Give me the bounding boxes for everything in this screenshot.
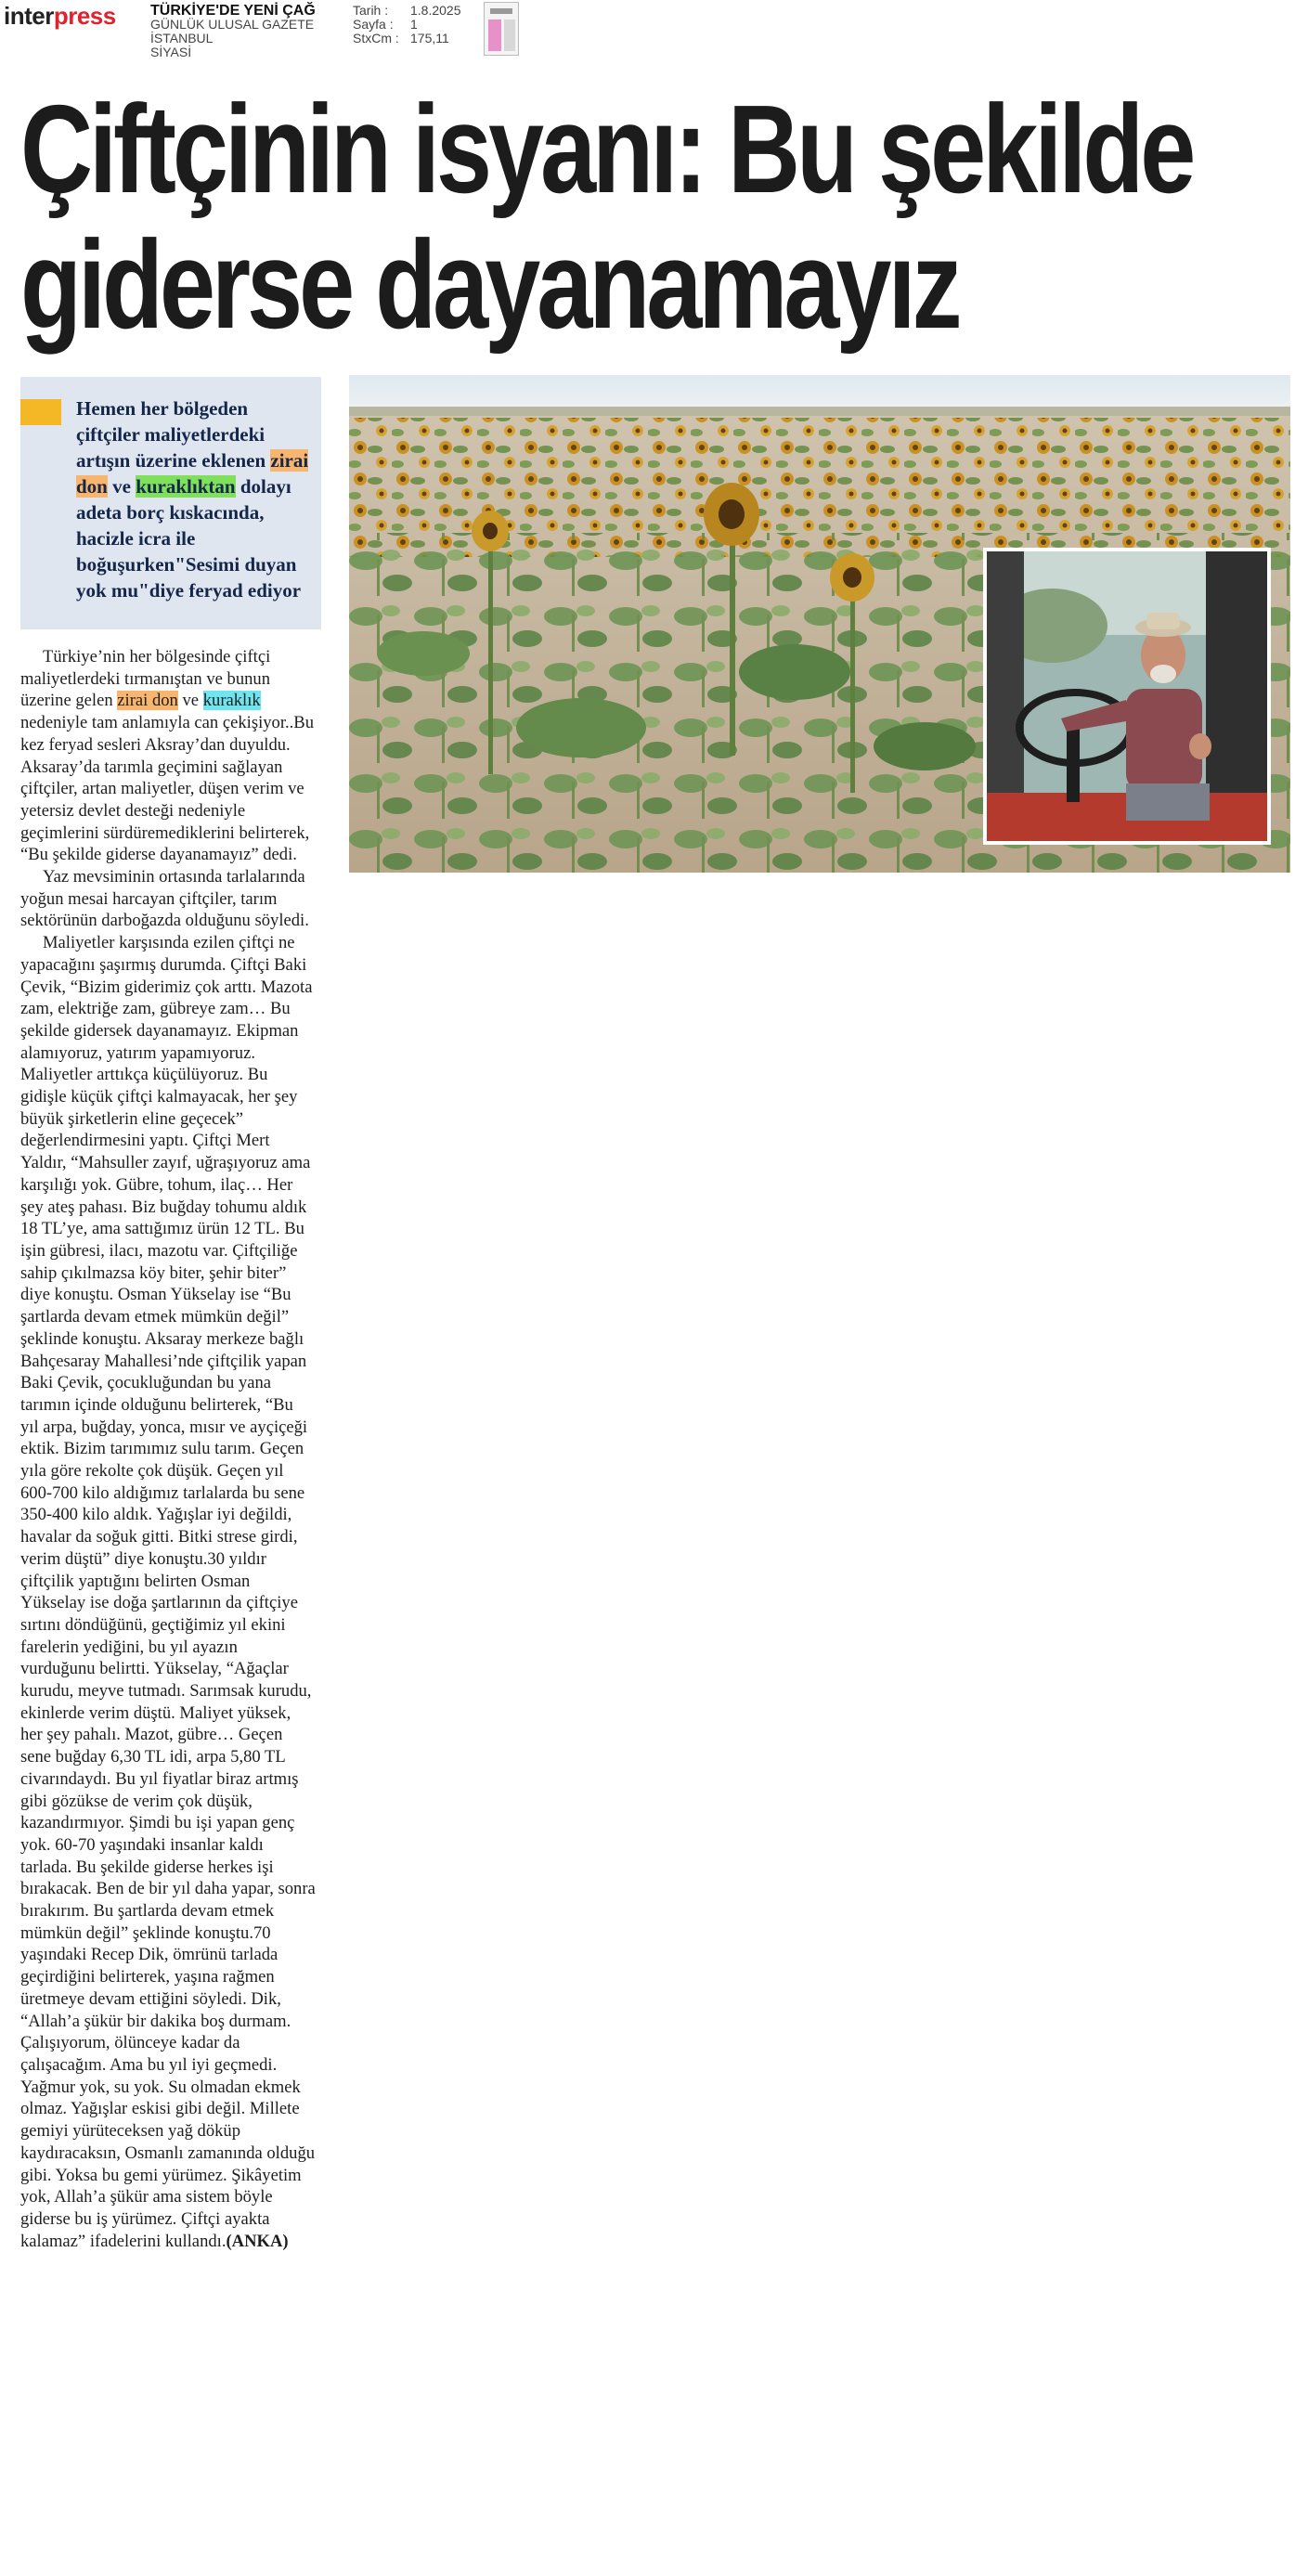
lead-box — [20, 377, 321, 629]
paragraph-2: Yaz mevsiminin ortasında tarlalarında yoğun mesai harcayan çiftçiler, tarım sektörünün darboğazda olduğunu söyledi. — [20, 867, 309, 931]
source-tag: (ANKA) — [226, 2231, 289, 2251]
clipping-masthead — [0, 0, 1308, 61]
body-highlight-zirai-don: zirai don — [117, 691, 178, 711]
headline-line-2: giderse dayanamayız — [20, 214, 959, 355]
paragraph-1: Türkiye’nin her bölgesinde çiftçi maliyetlerdeki tırmanıştan ve bunun üzerine gelen zirai don ve kuraklık nedeniyle tam anlamıyla can çekişiyor..Bu kez feryad sesleri Aksray’dan duyuldu. Aksaray’da tarımla geçimini sağlayan çiftçiler, artan maliyetler, düşen verim ve yetersiz devlet desteği nedeniyle geçimlerini sürdüremediklerini belirterek, “Bu şekilde giderse dayanamayız” dedi. — [20, 647, 314, 865]
highlight-kuraklik: kuraklıktan — [136, 475, 236, 498]
highlight-zirai-don: zirai don — [76, 449, 309, 498]
page-thumbnail-icon — [484, 2, 519, 56]
article-headline — [20, 79, 1193, 355]
farmer-on-tractor-inset-photo — [983, 548, 1271, 845]
paragraph-3: Maliyetler karşısında ezilen çiftçi ne yapacağını şaşırmış durumda. Çiftçi Baki Çevik, “Bizim giderimiz çok arttı. Mazota zam, elektriğe zam, gübreye zam… Bu şekilde gidersek dayanamayız. Ekipman alamıyoruz, yatırım yapamıyoruz. Maliyetler arttıkça küçülüyoruz. Bu gidişle küçük çiftçi kalmayacak, her şey büyük şirketlerin eline geçecek” değerlendirmesini yaptı. Çiftçi Mert Yaldır, “Mahsuller zayıf, uğraşıyoruz ama karşılığı yok. Gübre, tohum, ilaç… Her şey ateş pahası. Biz buğday tohumu aldık 18 TL’ye, ama sattığımız ürün 12 TL. Bu işin gübresi, ilacı, mazotu var. Çiftçiliğe sahip çıkılmazsa köy biter, şehir biter” diye konuştu. Osman Yükselay ise “Bu şartlarda devam etmek mümkün değil” şeklinde konuştu. Aksaray merkeze bağlı Bahçesaray Mahallesi’nde çiftçilik yapan Baki Çevik, çocukluğundan bu yana tarımın içinde olduğunu belirterek, “Bu yıl arpa, buğday, yonca, mısır ve ayçiçeği ektik. Bizim tarımımız sulu tarım. Geçen yıla göre rekolte çok düşük. Geçen yıl 600-700 kilo aldığımız tarlalarda bu sene 350-400 kilo aldık. Yağışlar iyi değildi, havalar da soğuk gitti. Bitki strese girdi, verim düştü” diye konuştu.30 yıldır çiftçilik yaptığını belirten Osman Yükselay ise doğa şartlarının da çiftçiye sırtını döndüğünü, geçtiğimiz yıl ekini farelerin yediğini, bu yıl ayazın vurduğunu belirtti. Yükselay, “Ağaçlar kurudu, meyve tutmadı. Sarımsak kurudu, ekinlerde verim düştü. Maliyet yüksek, her şey pahalı. Mazot, gübre… Geçen sene buğday 6,30 TL idi, arpa 5,80 TL civarındaydı. Bu yıl fiyatlar biraz artmış gibi gözükse de verim çok düşük, kazandırmıyor. Şimdi bu işi yapan genç yok. 60-70 yaşındaki insanlar kaldı tarlada. Bu şekilde giderse herkes işi bırakacak. Ben de bir yıl daha yapar, sonra bırakırım. Bu şartlarda devam etmek mümkün değil” şeklinde konuştu.70 yaşındaki Recep Dik, ömrünü tarlada geçirdiğini belirterek, yaşına rağmen üretmeye devam ettiğini söyledi. Dik, “Allah’a şükür bir dakika boş durmam. Çalışıyorum, ölünceye kadar da çalışacağım. Ama bu yıl iyi geçmedi. Yağmur yok, su yok. Su olmadan ekmek olmaz. Yağışlar eskisi gibi değil. Millete gemiyi yürüteceksen yağ döküp kaydıracaksın, Osmanlı zamanında olduğu gibi. Yoksa bu gemi yürümez. Şikâyetim yok, Allah’a şükür ama sistem böyle giderse bu iş yürümez. Çiftçi ayakta kalamaz” ifadelerini kullandı.(ANKA) — [20, 933, 316, 2251]
article-body — [20, 646, 316, 2252]
lead-text: Hemen her bölgeden çiftçiler maliyetlerdeki artışın üzerine eklenen zirai don ve kuraklıktan dolayı adeta borç kıskacında, hacizle icra ile boğuşurken"Sesimi duyan yok mu"diye feryad ediyor — [76, 397, 309, 602]
publication-category: SİYASİ — [150, 45, 192, 59]
clipping-meta — [353, 4, 461, 45]
publication-name: TÜRKİYE'DE YENİ ÇAĞ — [150, 3, 316, 19]
interpress-logo: interpress — [4, 2, 116, 30]
meta-page: Sayfa : 1 — [353, 17, 418, 32]
lead-marker — [20, 399, 61, 425]
meta-stxcm: StxCm : 175,11 — [353, 31, 449, 45]
meta-date: Tarih : 1.8.2025 — [353, 3, 461, 18]
publication-city: İSTANBUL — [150, 31, 214, 45]
body-highlight-kuraklik: kuraklık — [202, 691, 261, 711]
publication-frequency: GÜNLÜK ULUSAL GAZETE — [150, 17, 315, 32]
sunflower-field-photo — [349, 375, 1290, 873]
headline-line-1: Çiftçinin isyanı: Bu şekilde — [20, 79, 1193, 219]
publication-info — [150, 4, 316, 59]
